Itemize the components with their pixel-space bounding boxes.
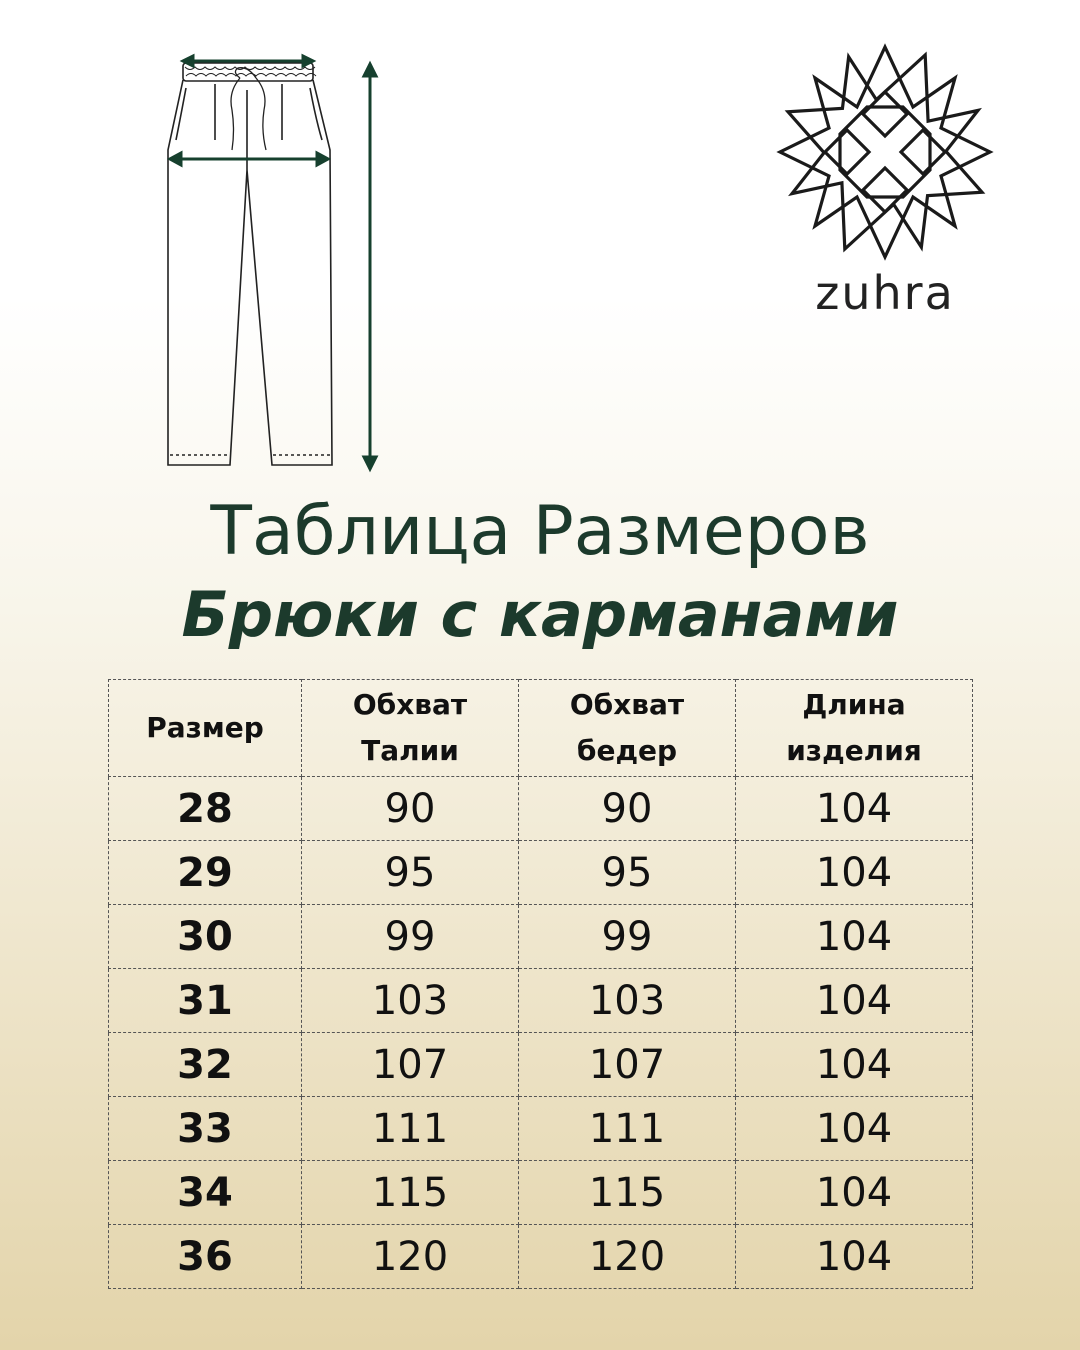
page-subtitle: Брюки с карманами <box>181 578 899 651</box>
hips-cell: 115 <box>519 1161 736 1225</box>
hip-arrow-left-head <box>170 153 181 165</box>
waist-cell: 103 <box>302 969 519 1033</box>
brand-name: zuhra <box>815 266 955 320</box>
table-row <box>109 1225 973 1289</box>
table-row <box>109 1161 973 1225</box>
length-cell: 104 <box>736 777 973 841</box>
table-header-row <box>109 680 973 777</box>
header-waist: Обхват Талии <box>302 680 519 777</box>
hips-cell: 120 <box>519 1225 736 1289</box>
size-cell: 28 <box>109 777 302 841</box>
header-size: Размер <box>109 680 302 777</box>
waist-cell: 107 <box>302 1033 519 1097</box>
waist-cell: 99 <box>302 905 519 969</box>
hips-cell: 90 <box>519 777 736 841</box>
header-hips: Обхват бедер <box>519 680 736 777</box>
length-cell: 104 <box>736 1225 973 1289</box>
length-cell: 104 <box>736 1097 973 1161</box>
header-length: Длина изделия <box>736 680 973 777</box>
page-title: Таблица Размеров <box>210 492 870 571</box>
waist-cell: 90 <box>302 777 519 841</box>
waist-cell: 120 <box>302 1225 519 1289</box>
size-cell: 36 <box>109 1225 302 1289</box>
size-cell: 34 <box>109 1161 302 1225</box>
size-cell: 29 <box>109 841 302 905</box>
size-cell: 33 <box>109 1097 302 1161</box>
size-cell: 30 <box>109 905 302 969</box>
length-cell: 104 <box>736 1161 973 1225</box>
hips-cell: 107 <box>519 1033 736 1097</box>
hips-cell: 99 <box>519 905 736 969</box>
table-row <box>109 841 973 905</box>
waist-cell: 111 <box>302 1097 519 1161</box>
length-cell: 104 <box>736 969 973 1033</box>
table-row <box>109 777 973 841</box>
length-arrow-top-head <box>364 64 376 76</box>
hip-arrow-right-head <box>317 153 328 165</box>
hips-cell: 111 <box>519 1097 736 1161</box>
length-arrow-bottom-head <box>364 457 376 469</box>
waist-cell: 115 <box>302 1161 519 1225</box>
length-cell: 104 <box>736 841 973 905</box>
size-cell: 31 <box>109 969 302 1033</box>
table-row <box>109 1097 973 1161</box>
measurement-arrows <box>170 56 376 469</box>
pants-outline <box>168 63 332 465</box>
length-cell: 104 <box>736 1033 973 1097</box>
pants-measurement-illustration <box>150 45 400 475</box>
waist-cell: 95 <box>302 841 519 905</box>
hips-cell: 103 <box>519 969 736 1033</box>
size-table <box>108 679 973 1289</box>
hips-cell: 95 <box>519 841 736 905</box>
size-cell: 32 <box>109 1033 302 1097</box>
table-row <box>109 1033 973 1097</box>
table-row <box>109 905 973 969</box>
table-row <box>109 969 973 1033</box>
length-cell: 104 <box>736 905 973 969</box>
